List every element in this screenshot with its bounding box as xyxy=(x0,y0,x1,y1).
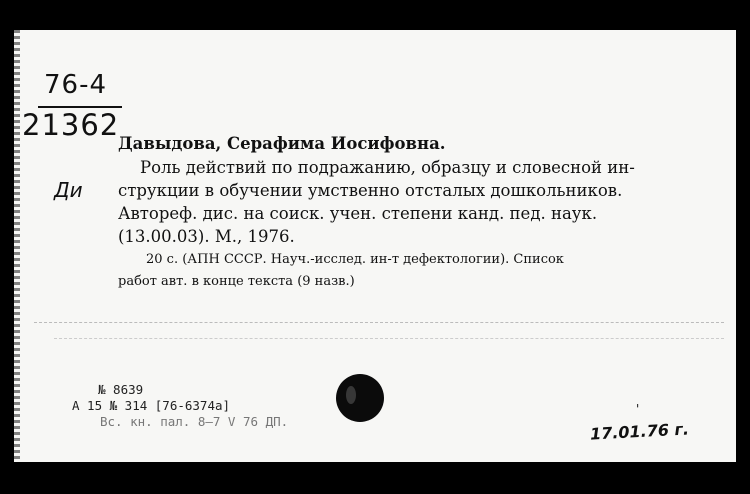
description-line: (13.00.03). М., 1976. xyxy=(118,227,295,246)
shelfmark-top: 76-4 xyxy=(44,70,108,100)
registry-number: А 15 № 314 [76-6374а] xyxy=(72,398,231,413)
punch-hole xyxy=(336,374,384,422)
chamber-line: Вс. кн. пал. 8—7 V 76 ДП. xyxy=(100,414,289,429)
description-line: струкции в обучении умственно отсталых дошкольников. xyxy=(118,181,623,200)
collation-line: 20 с. (АПН СССР. Науч.-исслед. ин-т дефектологии). Список xyxy=(146,252,564,267)
card-edge xyxy=(14,30,20,462)
description-line: Автореф. дис. на соиск. учен. степени канд. пед. наук. xyxy=(118,204,598,223)
pencil-tick: ' xyxy=(636,402,640,416)
card-number: № 8639 xyxy=(98,382,144,397)
handwritten-date: 17.01.76 г. xyxy=(589,419,690,444)
notes-line: работ авт. в конце текста (9 назв.) xyxy=(118,274,355,289)
author-heading: Давыдова, Серафима Иосифовна. xyxy=(118,134,446,153)
punch-hole-highlight xyxy=(346,386,356,404)
catalog-card xyxy=(14,30,736,462)
shelfmark-bottom: 21362 xyxy=(22,108,120,142)
description-line: Роль действий по подражанию, образцу и словесной ин- xyxy=(140,158,635,177)
margin-mark: Ди xyxy=(54,178,83,202)
divider xyxy=(54,338,724,339)
divider xyxy=(34,322,724,323)
